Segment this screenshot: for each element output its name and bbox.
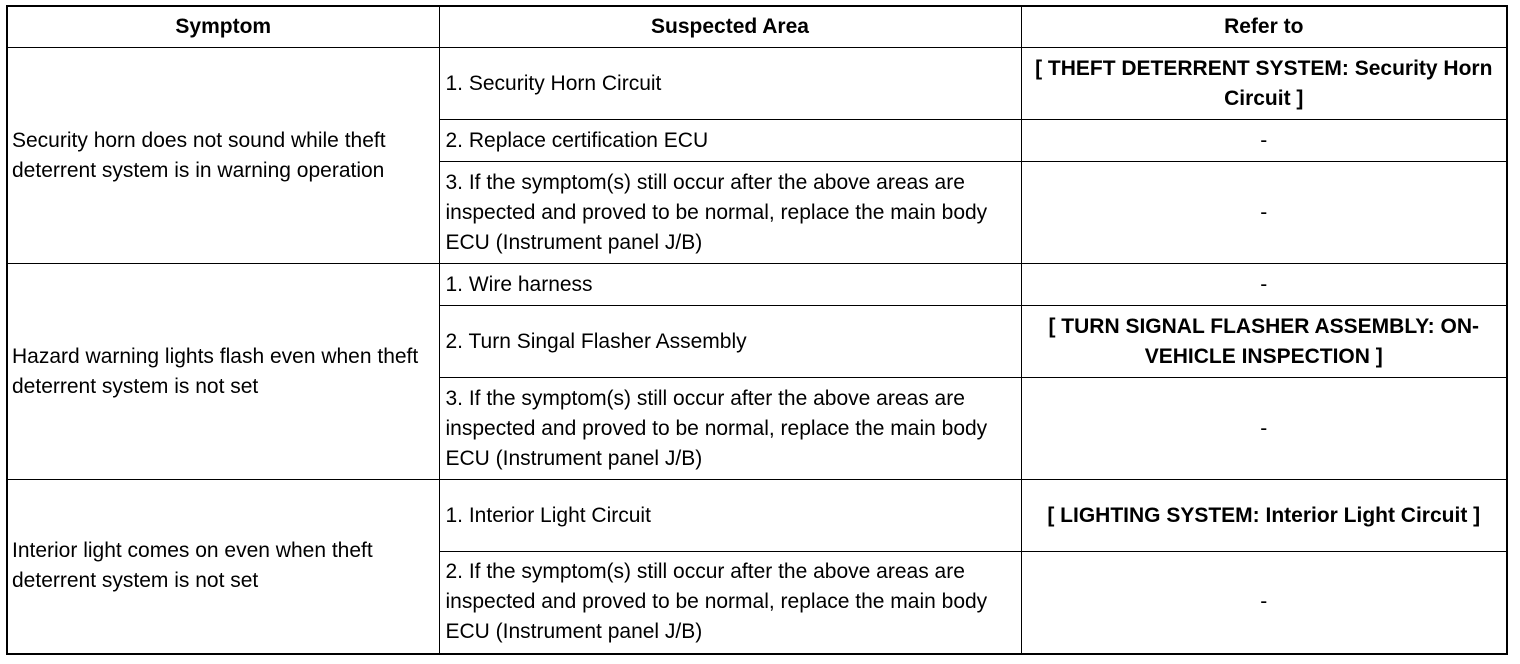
header-row xyxy=(7,6,1507,48)
suspected-area-cell: 1. Interior Light Circuit xyxy=(439,480,1021,552)
refer-to-cell: - xyxy=(1021,264,1507,306)
header-suspected-area: Suspected Area xyxy=(439,6,1021,48)
suspected-area-cell: 1. Wire harness xyxy=(439,264,1021,306)
table-row xyxy=(7,48,1507,120)
refer-to-link[interactable]: [ THEFT DETERRENT SYSTEM: Security Horn Circuit ] xyxy=(1021,48,1507,120)
symptom-cell: Security horn does not sound while theft deterrent system is in warning operation xyxy=(7,48,439,264)
table-row xyxy=(7,480,1507,552)
refer-to-cell: - xyxy=(1021,552,1507,654)
symptom-table xyxy=(6,5,1508,655)
refer-to-link[interactable]: [ LIGHTING SYSTEM: Interior Light Circuit ] xyxy=(1021,480,1507,552)
header-refer-to: Refer to xyxy=(1021,6,1507,48)
suspected-area-cell: 2. Replace certification ECU xyxy=(439,120,1021,162)
document-page xyxy=(6,5,1506,655)
table-row xyxy=(7,264,1507,306)
suspected-area-cell: 2. If the symptom(s) still occur after the above areas are inspected and proved to be normal, replace the main body ECU (Instrument panel J/B) xyxy=(439,552,1021,654)
refer-to-link[interactable]: [ TURN SIGNAL FLASHER ASSEMBLY: ON-VEHICLE INSPECTION ] xyxy=(1021,306,1507,378)
refer-to-cell: - xyxy=(1021,120,1507,162)
suspected-area-cell: 2. Turn Singal Flasher Assembly xyxy=(439,306,1021,378)
refer-to-cell: - xyxy=(1021,162,1507,264)
suspected-area-cell: 3. If the symptom(s) still occur after the above areas are inspected and proved to be normal, replace the main body ECU (Instrument panel J/B) xyxy=(439,378,1021,480)
suspected-area-cell: 3. If the symptom(s) still occur after the above areas are inspected and proved to be normal, replace the main body ECU (Instrument panel J/B) xyxy=(439,162,1021,264)
refer-to-cell: - xyxy=(1021,378,1507,480)
symptom-cell: Interior light comes on even when theft deterrent system is not set xyxy=(7,480,439,654)
symptom-cell: Hazard warning lights flash even when theft deterrent system is not set xyxy=(7,264,439,480)
suspected-area-cell: 1. Security Horn Circuit xyxy=(439,48,1021,120)
header-symptom: Symptom xyxy=(7,6,439,48)
